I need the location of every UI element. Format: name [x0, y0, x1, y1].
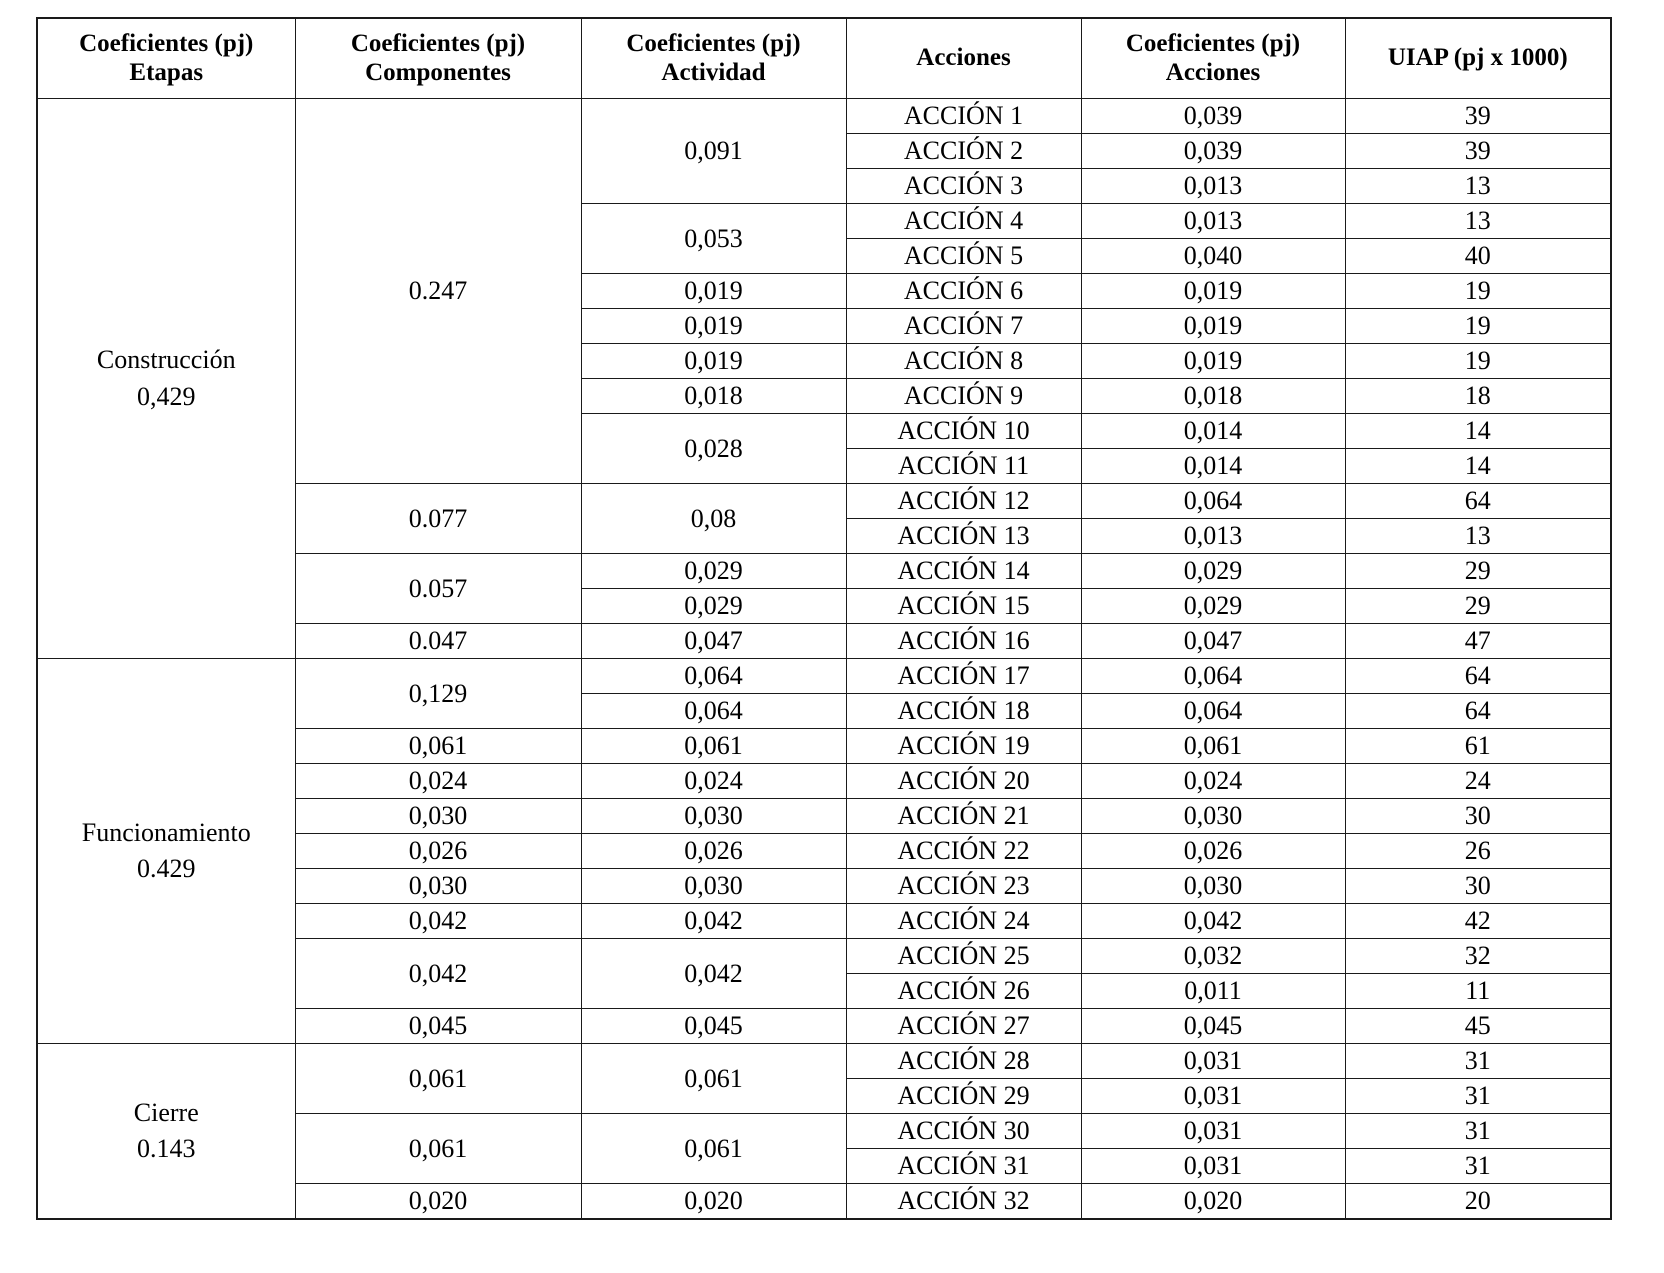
- header-etapas-line2: Etapas: [129, 58, 204, 86]
- uiap-cell: 24: [1345, 764, 1611, 799]
- uiap-cell: 64: [1345, 484, 1611, 519]
- action-coef-cell: 0,064: [1081, 484, 1345, 519]
- header-etapas-line1: Coeficientes (pj): [79, 29, 254, 57]
- activity-coef-cell: 0,018: [581, 379, 846, 414]
- activity-coef-cell: 0,030: [581, 869, 846, 904]
- activity-coef-cell: 0,042: [581, 904, 846, 939]
- action-coef-cell: 0,029: [1081, 554, 1345, 589]
- table-header: [37, 18, 1611, 99]
- uiap-cell: 64: [1345, 694, 1611, 729]
- stage-cell: [37, 1044, 295, 1220]
- activity-coef-cell: 0,047: [581, 624, 846, 659]
- stage-coef: 0.143: [137, 1134, 196, 1163]
- action-name-cell: ACCIÓN 23: [846, 869, 1081, 904]
- header-componentes: [295, 18, 581, 99]
- component-coef-cell: 0.247: [295, 99, 581, 484]
- uiap-cell: 64: [1345, 659, 1611, 694]
- action-coef-cell: 0,014: [1081, 449, 1345, 484]
- activity-coef-cell: 0,064: [581, 659, 846, 694]
- stage-name: Cierre: [133, 1097, 199, 1127]
- component-coef-cell: 0,061: [295, 1114, 581, 1184]
- uiap-cell: 26: [1345, 834, 1611, 869]
- uiap-cell: 20: [1345, 1184, 1611, 1220]
- table-body: [37, 99, 1611, 1220]
- uiap-cell: 30: [1345, 799, 1611, 834]
- component-coef-cell: 0,026: [295, 834, 581, 869]
- action-coef-cell: 0,031: [1081, 1044, 1345, 1079]
- component-coef-cell: 0.057: [295, 554, 581, 624]
- action-coef-cell: 0,019: [1081, 309, 1345, 344]
- table-row: [37, 1044, 1611, 1079]
- header-coef-acciones: [1081, 18, 1345, 99]
- activity-coef-cell: 0,026: [581, 834, 846, 869]
- action-name-cell: ACCIÓN 28: [846, 1044, 1081, 1079]
- uiap-cell: 31: [1345, 1149, 1611, 1184]
- uiap-cell: 32: [1345, 939, 1611, 974]
- activity-coef-cell: 0,020: [581, 1184, 846, 1220]
- action-name-cell: ACCIÓN 6: [846, 274, 1081, 309]
- uiap-cell: 11: [1345, 974, 1611, 1009]
- stage-name: Construcción: [96, 345, 236, 375]
- activity-coef-cell: 0,019: [581, 344, 846, 379]
- action-name-cell: ACCIÓN 9: [846, 379, 1081, 414]
- action-name-cell: ACCIÓN 26: [846, 974, 1081, 1009]
- uiap-cell: 40: [1345, 239, 1611, 274]
- action-name-cell: ACCIÓN 21: [846, 799, 1081, 834]
- activity-coef-cell: 0,019: [581, 274, 846, 309]
- uiap-cell: 31: [1345, 1114, 1611, 1149]
- activity-coef-cell: 0,024: [581, 764, 846, 799]
- action-coef-cell: 0,018: [1081, 379, 1345, 414]
- action-name-cell: ACCIÓN 16: [846, 624, 1081, 659]
- uiap-cell: 31: [1345, 1079, 1611, 1114]
- action-coef-cell: 0,011: [1081, 974, 1345, 1009]
- action-name-cell: ACCIÓN 15: [846, 589, 1081, 624]
- action-name-cell: ACCIÓN 1: [846, 99, 1081, 134]
- action-coef-cell: 0,039: [1081, 134, 1345, 169]
- action-name-cell: ACCIÓN 18: [846, 694, 1081, 729]
- uiap-cell: 31: [1345, 1044, 1611, 1079]
- activity-coef-cell: 0,029: [581, 589, 846, 624]
- component-coef-cell: 0,129: [295, 659, 581, 729]
- action-coef-cell: 0,042: [1081, 904, 1345, 939]
- action-coef-cell: 0,029: [1081, 589, 1345, 624]
- coefficients-table: [36, 17, 1612, 1220]
- action-name-cell: ACCIÓN 2: [846, 134, 1081, 169]
- action-name-cell: ACCIÓN 8: [846, 344, 1081, 379]
- action-coef-cell: 0,013: [1081, 204, 1345, 239]
- uiap-cell: 14: [1345, 414, 1611, 449]
- uiap-cell: 61: [1345, 729, 1611, 764]
- uiap-cell: 13: [1345, 204, 1611, 239]
- uiap-cell: 47: [1345, 624, 1611, 659]
- header-coef-acciones-line2: Acciones: [1165, 58, 1261, 86]
- action-coef-cell: 0,020: [1081, 1184, 1345, 1220]
- action-coef-cell: 0,031: [1081, 1079, 1345, 1114]
- activity-coef-cell: 0,061: [581, 1044, 846, 1114]
- component-coef-cell: 0,030: [295, 869, 581, 904]
- header-etapas: [37, 18, 295, 99]
- action-name-cell: ACCIÓN 10: [846, 414, 1081, 449]
- action-name-cell: ACCIÓN 3: [846, 169, 1081, 204]
- action-name-cell: ACCIÓN 19: [846, 729, 1081, 764]
- action-name-cell: ACCIÓN 11: [846, 449, 1081, 484]
- uiap-cell: 45: [1345, 1009, 1611, 1044]
- component-coef-cell: 0.047: [295, 624, 581, 659]
- uiap-cell: 14: [1345, 449, 1611, 484]
- uiap-cell: 39: [1345, 99, 1611, 134]
- uiap-cell: 19: [1345, 274, 1611, 309]
- component-coef-cell: 0,030: [295, 799, 581, 834]
- action-name-cell: ACCIÓN 13: [846, 519, 1081, 554]
- action-coef-cell: 0,061: [1081, 729, 1345, 764]
- action-coef-cell: 0,013: [1081, 169, 1345, 204]
- action-name-cell: ACCIÓN 20: [846, 764, 1081, 799]
- activity-coef-cell: 0,061: [581, 1114, 846, 1184]
- uiap-cell: 30: [1345, 869, 1611, 904]
- activity-coef-cell: 0,042: [581, 939, 846, 1009]
- action-name-cell: ACCIÓN 4: [846, 204, 1081, 239]
- header-actividad: [581, 18, 846, 99]
- table-row: [37, 659, 1611, 694]
- uiap-cell: 19: [1345, 309, 1611, 344]
- action-name-cell: ACCIÓN 17: [846, 659, 1081, 694]
- activity-coef-cell: 0,053: [581, 204, 846, 274]
- activity-coef-cell: 0,091: [581, 99, 846, 204]
- action-name-cell: ACCIÓN 31: [846, 1149, 1081, 1184]
- action-coef-cell: 0,040: [1081, 239, 1345, 274]
- uiap-cell: 19: [1345, 344, 1611, 379]
- header-componentes-line1: Coeficientes (pj): [350, 29, 526, 57]
- activity-coef-cell: 0,061: [581, 729, 846, 764]
- activity-coef-cell: 0,019: [581, 309, 846, 344]
- component-coef-cell: 0,045: [295, 1009, 581, 1044]
- action-name-cell: ACCIÓN 30: [846, 1114, 1081, 1149]
- action-coef-cell: 0,045: [1081, 1009, 1345, 1044]
- action-coef-cell: 0,013: [1081, 519, 1345, 554]
- component-coef-cell: 0,020: [295, 1184, 581, 1220]
- action-name-cell: ACCIÓN 12: [846, 484, 1081, 519]
- action-coef-cell: 0,031: [1081, 1149, 1345, 1184]
- activity-coef-cell: 0,028: [581, 414, 846, 484]
- header-actividad-line2: Actividad: [661, 58, 766, 86]
- component-coef-cell: 0,024: [295, 764, 581, 799]
- component-coef-cell: 0,042: [295, 939, 581, 1009]
- header-componentes-line2: Componentes: [365, 58, 511, 86]
- action-name-cell: ACCIÓN 24: [846, 904, 1081, 939]
- action-name-cell: ACCIÓN 5: [846, 239, 1081, 274]
- activity-coef-cell: 0,029: [581, 554, 846, 589]
- action-coef-cell: 0,019: [1081, 344, 1345, 379]
- action-name-cell: ACCIÓN 25: [846, 939, 1081, 974]
- action-name-cell: ACCIÓN 7: [846, 309, 1081, 344]
- action-coef-cell: 0,026: [1081, 834, 1345, 869]
- action-name-cell: ACCIÓN 32: [846, 1184, 1081, 1220]
- component-coef-cell: 0,061: [295, 729, 581, 764]
- action-coef-cell: 0,024: [1081, 764, 1345, 799]
- action-coef-cell: 0,047: [1081, 624, 1345, 659]
- action-coef-cell: 0,014: [1081, 414, 1345, 449]
- uiap-cell: 29: [1345, 589, 1611, 624]
- action-name-cell: ACCIÓN 29: [846, 1079, 1081, 1114]
- activity-coef-cell: 0,045: [581, 1009, 846, 1044]
- action-name-cell: ACCIÓN 22: [846, 834, 1081, 869]
- action-name-cell: ACCIÓN 27: [846, 1009, 1081, 1044]
- action-coef-cell: 0,030: [1081, 869, 1345, 904]
- component-coef-cell: 0,042: [295, 904, 581, 939]
- stage-cell: [37, 99, 295, 659]
- component-coef-cell: 0.077: [295, 484, 581, 554]
- stage-name: Funcionamiento: [81, 817, 251, 847]
- component-coef-cell: 0,061: [295, 1044, 581, 1114]
- header-actividad-line1: Coeficientes (pj): [626, 29, 801, 57]
- uiap-cell: 42: [1345, 904, 1611, 939]
- uiap-cell: 13: [1345, 169, 1611, 204]
- stage-cell: [37, 659, 295, 1044]
- action-coef-cell: 0,019: [1081, 274, 1345, 309]
- uiap-cell: 13: [1345, 519, 1611, 554]
- uiap-cell: 29: [1345, 554, 1611, 589]
- stage-coef: 0,429: [137, 381, 196, 411]
- header-acciones: Acciones: [846, 18, 1081, 99]
- action-coef-cell: 0,064: [1081, 659, 1345, 694]
- action-coef-cell: 0,064: [1081, 694, 1345, 729]
- table-row: [37, 99, 1611, 134]
- activity-coef-cell: 0,030: [581, 799, 846, 834]
- uiap-cell: 18: [1345, 379, 1611, 414]
- action-coef-cell: 0,039: [1081, 99, 1345, 134]
- activity-coef-cell: 0,08: [581, 484, 846, 554]
- stage-coef: 0.429: [137, 854, 196, 883]
- action-coef-cell: 0,030: [1081, 799, 1345, 834]
- uiap-cell: 39: [1345, 134, 1611, 169]
- action-name-cell: ACCIÓN 14: [846, 554, 1081, 589]
- activity-coef-cell: 0,064: [581, 694, 846, 729]
- header-coef-acciones-line1: Coeficientes (pj): [1125, 29, 1301, 57]
- header-row: [37, 18, 1611, 99]
- action-coef-cell: 0,031: [1081, 1114, 1345, 1149]
- action-coef-cell: 0,032: [1081, 939, 1345, 974]
- header-uiap: UIAP (pj x 1000): [1345, 18, 1611, 99]
